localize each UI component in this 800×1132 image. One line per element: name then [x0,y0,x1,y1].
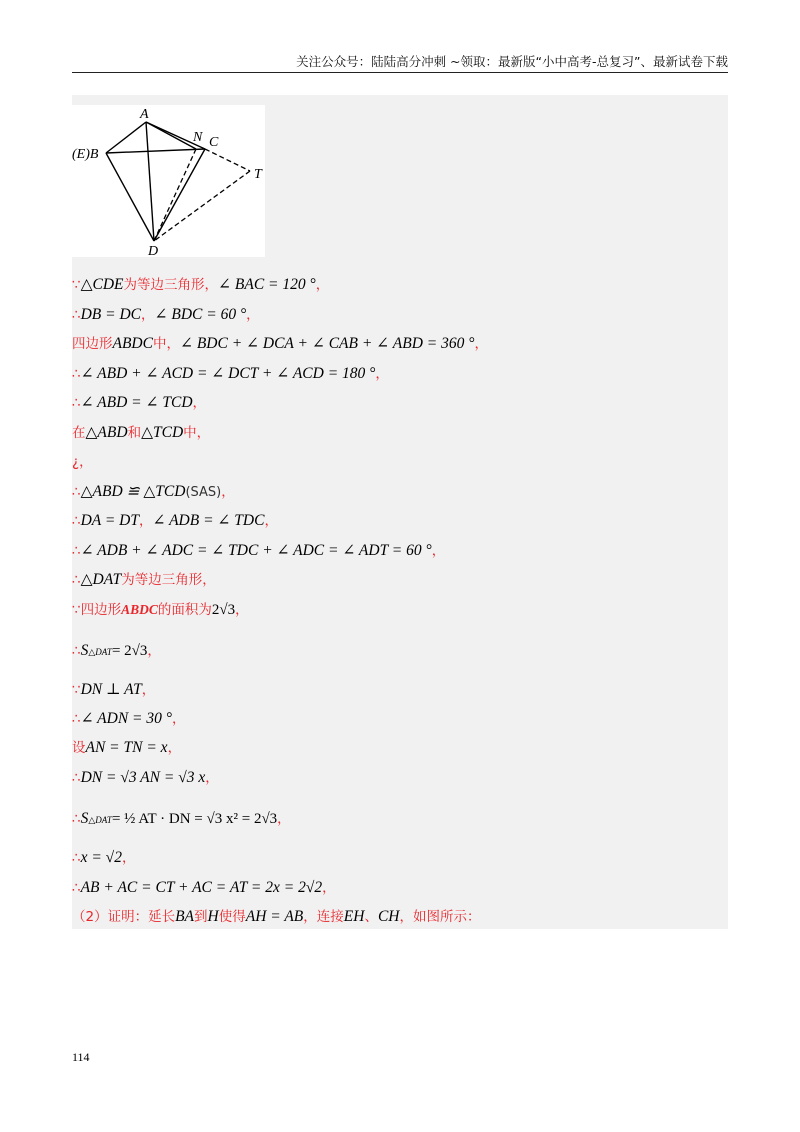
edge-CT-dashed [205,149,250,171]
label-T: T [254,167,262,182]
solution-line: 在△ABD和△TCD中， [72,424,211,441]
edge-DN-dashed [154,149,196,241]
solution-line: ∴DB = DC，∠ BDC = 60 °， [72,306,260,323]
solution-line: ∴S△DAT= 2√3， [72,642,161,659]
solution-line: ∴∠ ABD + ∠ ACD = ∠ DCT + ∠ ACD = 180 °， [72,365,389,382]
edge-AD [146,122,154,241]
header-divider [72,72,728,73]
solution-line: ∵△CDE为等边三角形，∠ BAC = 120 °， [72,276,330,293]
edge-AN [146,122,196,149]
edge-BD [106,153,154,241]
page-number: 114 [72,1050,90,1064]
solution-line: ∴S△DAT= ½ AT · DN = √3 x² = 2√3， [72,810,291,827]
solution-line: （2）证明：延长BA到H使得AH = AB，连接EH、CH，如图所示： [72,908,481,925]
solution-line: ∵四边形ABDC的面积为2√3， [72,602,249,618]
edge-AB [106,122,146,153]
solution-line: ∴∠ ADB + ∠ ADC = ∠ TDC + ∠ ADC = ∠ ADT = 60 °， [72,542,446,559]
header-text: 关注公众号：陆陆高分冲刺 ~领取：最新版“小中高考-总复习”、最新试卷下载 [296,54,728,69]
solution-line: ∴AB + AC = CT + AC = AT = 2x = 2√2， [72,879,336,896]
solution-line: ∴x = √2， [72,849,136,866]
geometry-diagram [72,105,265,257]
solution-line: ¿， [72,454,93,470]
label-C: C [209,135,219,150]
solution-line: ∴△ABD ≌ △TCD(SAS)， [72,483,235,500]
solution-line: ∵DN ⊥ AT， [72,681,156,698]
label-EB: (E)B [72,147,99,162]
edge-CD [154,149,205,241]
solution-line: ∴△DAT为等边三角形， [72,571,216,588]
solution-line: 设AN = TN = x， [72,739,182,756]
edge-BC [106,149,205,153]
label-N: N [193,130,203,145]
solution-line: ∴∠ ADN = 30 °， [72,710,186,727]
edge-DT-dashed [154,171,250,241]
solution-line: ∴∠ ABD = ∠ TCD， [72,394,207,411]
geometry-figure [72,105,265,257]
solution-line: ∴DN = √3 AN = √3 x， [72,769,219,786]
solution-line: ∴DA = DT，∠ ADB = ∠ TDC， [72,512,278,529]
label-A: A [140,107,149,122]
solution-line: 四边形ABDC中，∠ BDC + ∠ DCA + ∠ CAB + ∠ ABD = 360 °， [72,335,488,352]
page-header [72,52,728,72]
label-D: D [148,244,159,257]
